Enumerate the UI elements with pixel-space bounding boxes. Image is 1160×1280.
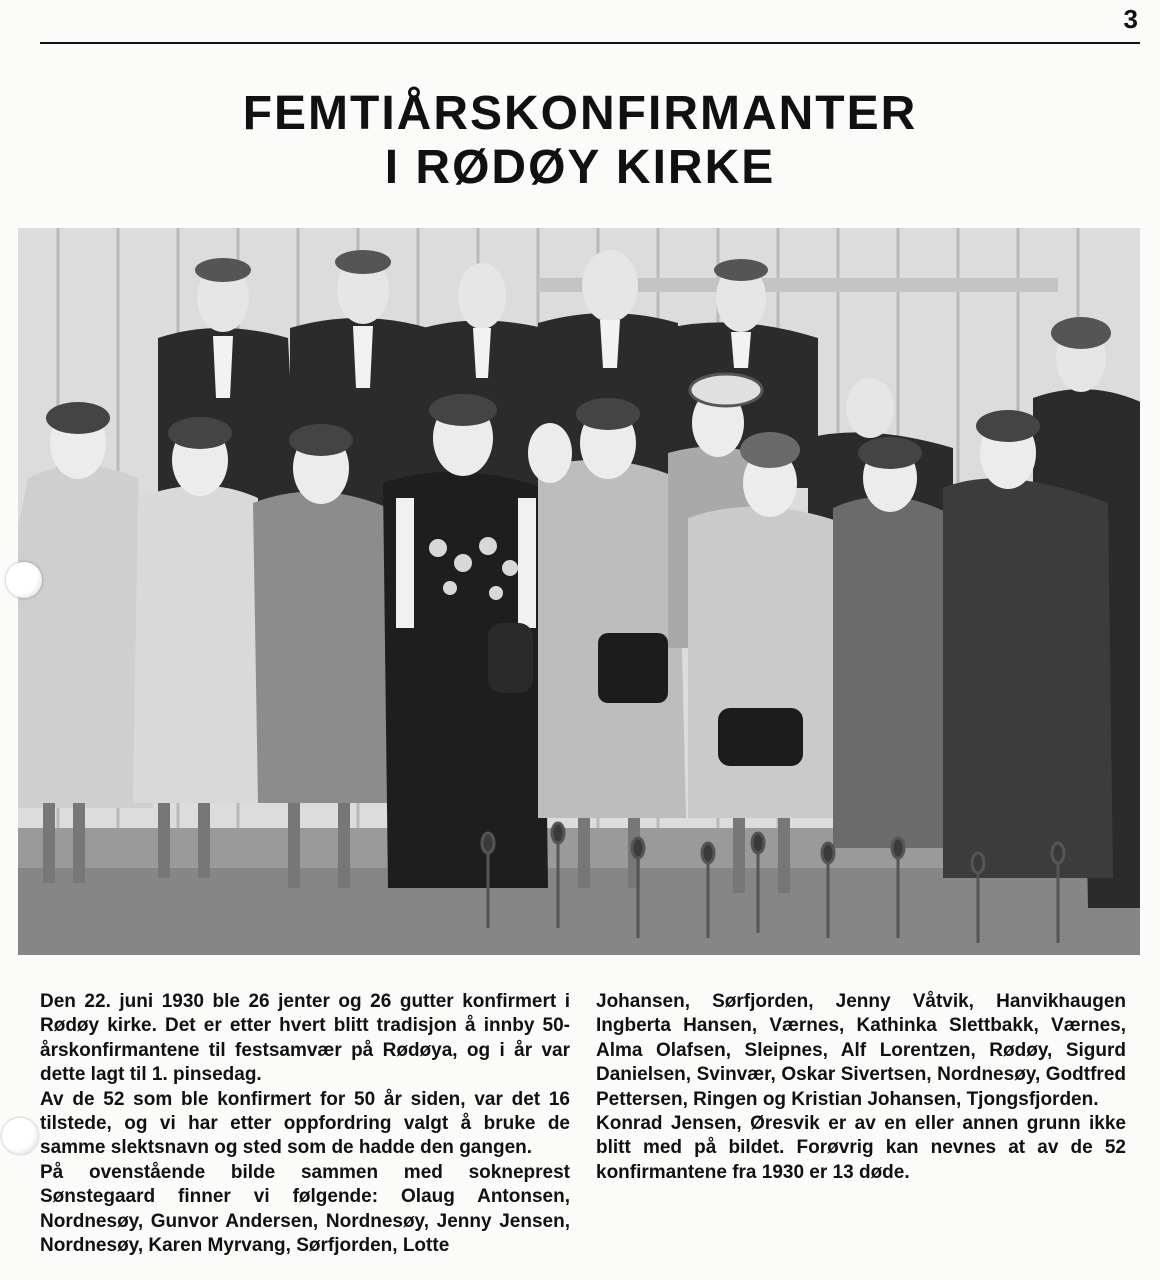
article-body <box>40 990 1140 1258</box>
top-rule <box>40 42 1140 44</box>
page-number: 3 <box>1123 4 1138 34</box>
article-paragraph: Av de 52 som ble konfirmert for 50 år siden, var det 16 tilstede, og vi har etter oppfordring valgt å bruke de samme slektsnavn og sted som de hadde den gangen. <box>40 1088 570 1159</box>
headline-line-2: I RØDØY KIRKE <box>384 140 776 194</box>
punch-hole <box>2 1118 38 1154</box>
article-paragraph: Konrad Jensen, Øresvik er av en eller annen grunn ikke blitt med på bildet. Forøvrig kan nevnes at av de 52 konfirmantene fra 1930 er 13 døde. <box>596 1113 1126 1183</box>
headline-line-1: FEMTIÅRSKONFIRMANTER <box>242 87 918 141</box>
group-photo-illustration <box>18 228 1140 955</box>
article-paragraph: Johansen, Sørfjorden, Jenny Våtvik, Hanvikhaugen Ingberta Hansen, Værnes, Kathinka Slettbakk, Værnes, Alma Olafsen, Sleipnes, Alf Lorentzen, Rødøy, Sigurd Danielsen, Svinvær, Oskar Sivertsen, Nordnesøy, Godtfred Pettersen, Ringen og Kristian Johansen, Tjongsfjorden. <box>596 991 1126 1110</box>
article-paragraph: Den 22. juni 1930 ble 26 jenter og 26 gutter konfirmert i Rødøy kirke. Det er etter hvert blitt tradisjon å innby 50-årskonfirmantene til festsamvær på Rødøya, og i år var dette lagt til 1. pinsedag. <box>40 991 570 1086</box>
article-paragraph: På ovenstående bilde sammen med sokneprest Sønstegaard finner vi følgende: Olaug Antonsen, Nordnesøy, Gunvor Andersen, Nordnesøy, Jenny Jensen, Nordnesøy, Karen Myrvang, Sørfjorden, Lotte <box>40 1161 570 1257</box>
article-column-1 <box>40 990 570 1258</box>
punch-hole <box>6 562 42 598</box>
group-photo <box>18 228 1140 955</box>
article-column-2 <box>596 990 1126 1258</box>
headline <box>0 87 1160 195</box>
